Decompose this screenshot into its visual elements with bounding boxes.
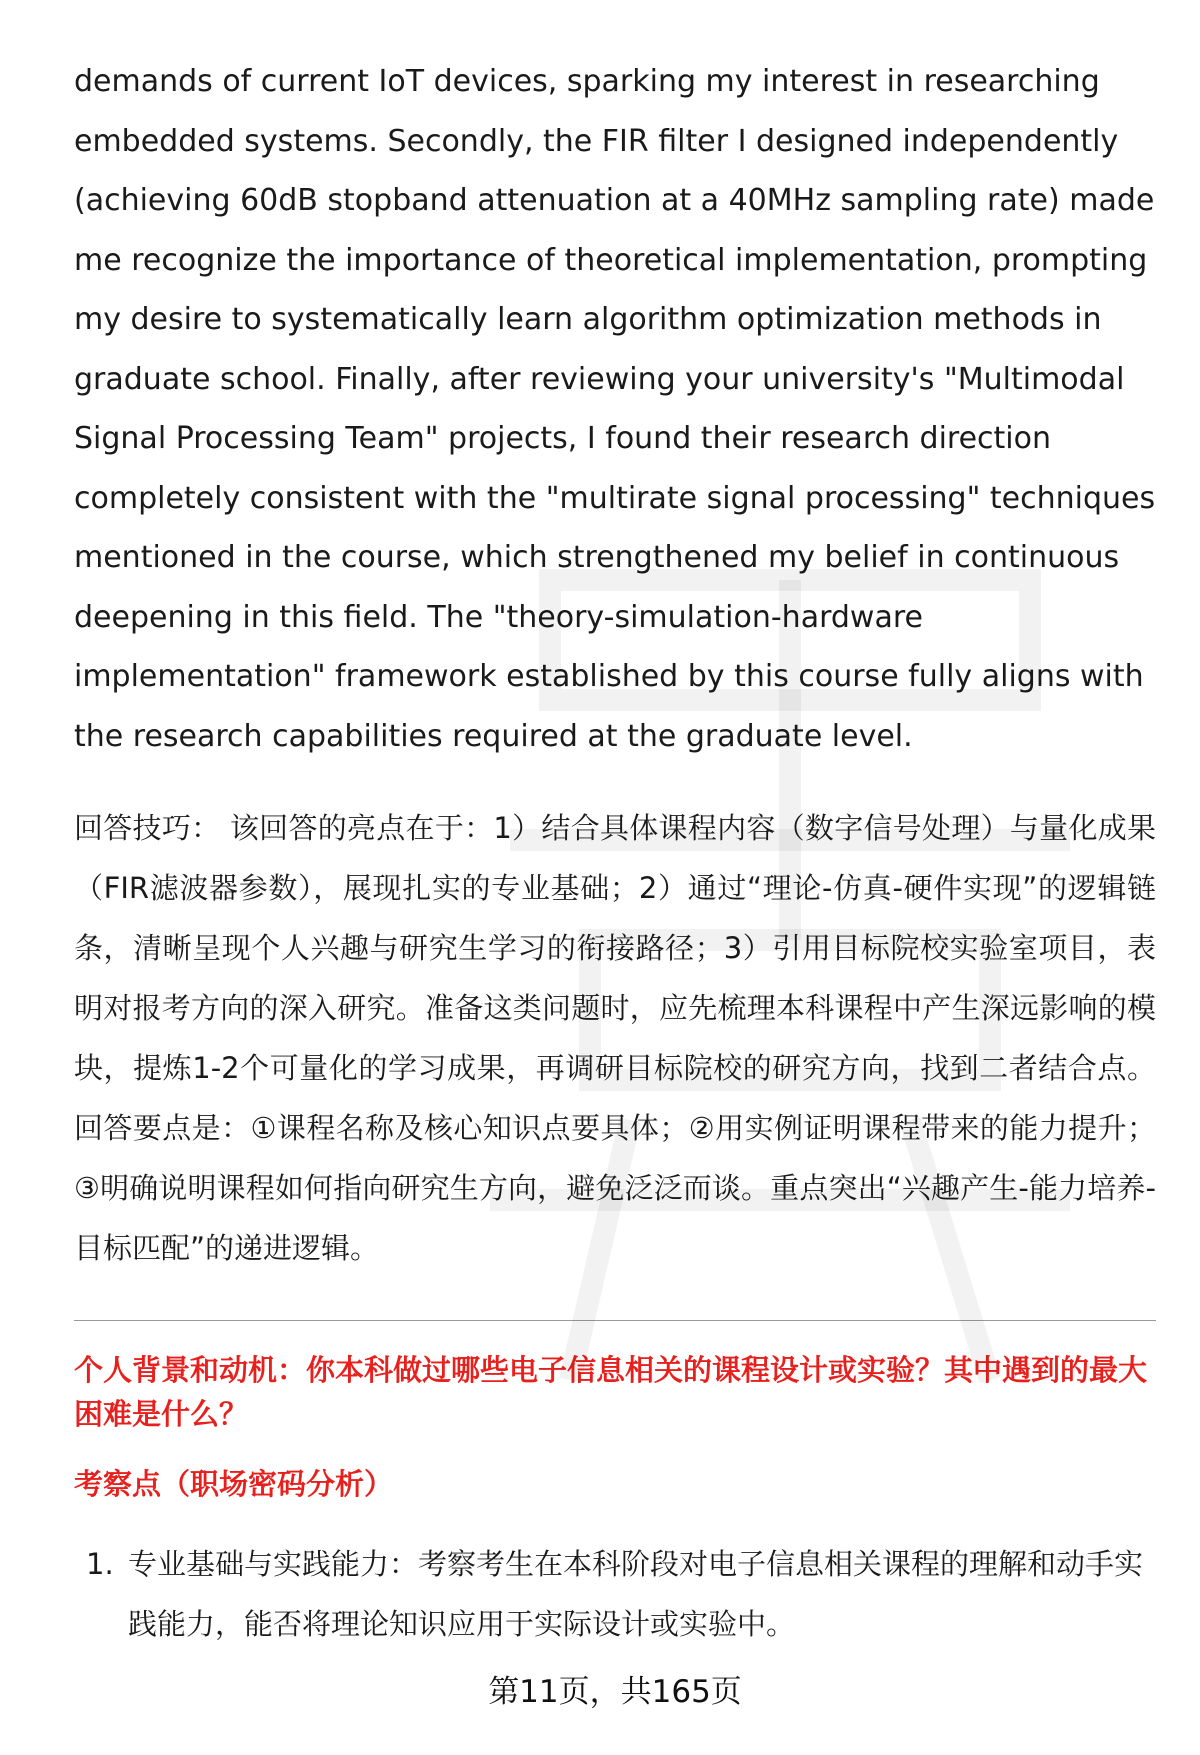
section-divider xyxy=(74,1320,1156,1321)
assessment-points-heading: 考察点（职场密码分析） xyxy=(74,1467,394,1501)
answer-tips-paragraph: 回答技巧： 该回答的亮点在于：1）结合具体课程内容（数字信号处理）与量化成果（FIR滤波器参数），展现扎实的专业基础；2）通过“理论-仿真-硬件实现”的逻辑链条，清晰呈现个人兴趣与研究生学习的衔接路径；3）引用目标院校实验室项目，表明对报考方向的深入研究。准备这类问题时，应先梳理本科课程中产生深远影响的模块，提炼1-2个可量化的学习成果，再调研目标院校的研究方向，找到二者结合点。回答要点是：①课程名称及核心知识点要具体；②用实例证明课程带来的能力提升；③明确说明课程如何指向研究生方向，避免泛泛而谈。重点突出“兴趣产生-能力培养-目标匹配”的递进逻辑。 xyxy=(74,811,1156,1265)
list-item-text: 专业基础与实践能力：考察考生在本科阶段对电子信息相关课程的理解和动手实践能力，能否将理论知识应用于实际设计或实验中。 xyxy=(128,1547,1144,1641)
document-page xyxy=(74,0,1156,1755)
page-number: 第11页，共165页 xyxy=(488,1674,742,1710)
question-heading: 个人背景和动机：你本科做过哪些电子信息相关的课程设计或实验？其中遇到的最大困难是什么？ xyxy=(74,1353,1148,1431)
list-item xyxy=(74,1534,1156,1654)
assessment-points-list xyxy=(74,1534,1156,1654)
list-item-number: 1. xyxy=(86,1547,114,1581)
english-answer-paragraph: demands of current IoT devices, sparking my interest in researching embedded systems. Secondly, the FIR filter I designed independently (achieving 60dB stopband attenuation at a 40MHz sampling rate) made me recognize the importance of theoretical implementation, prompting my desire to systematically learn algorithm optimization methods in graduate school. Finally, after reviewing your university's "Multimodal Signal Processing Team" projects, I found their research direction completely consistent with the "multirate signal processing" techniques mentioned in the course, which strengthened my belief in continuous deepening in this field. The "theory-simulation-hardware implementation" framework established by this course fully aligns with the research capabilities required at the graduate level. xyxy=(74,64,1156,754)
